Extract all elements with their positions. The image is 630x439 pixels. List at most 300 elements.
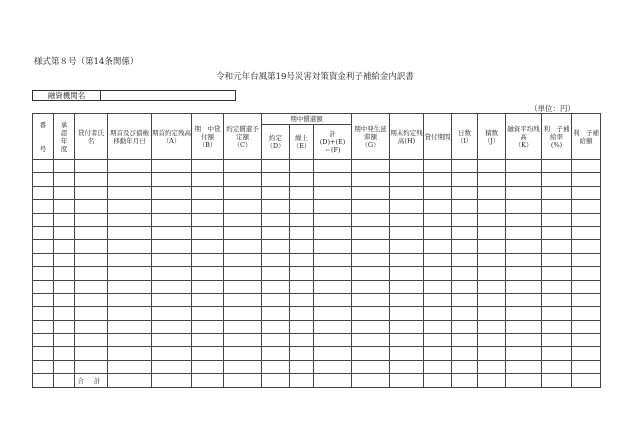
table-cell[interactable] bbox=[452, 253, 478, 266]
table-cell[interactable] bbox=[192, 347, 224, 360]
table-cell[interactable] bbox=[108, 360, 152, 373]
table-cell[interactable] bbox=[262, 280, 290, 293]
table-cell[interactable] bbox=[192, 334, 224, 347]
table-cell[interactable] bbox=[390, 200, 424, 213]
table-cell[interactable] bbox=[542, 360, 572, 373]
table-cell[interactable] bbox=[572, 347, 601, 360]
table-cell[interactable] bbox=[452, 347, 478, 360]
table-cell[interactable] bbox=[108, 320, 152, 333]
table-cell[interactable] bbox=[390, 213, 424, 226]
table-cell[interactable] bbox=[424, 200, 452, 213]
table-cell[interactable] bbox=[390, 293, 424, 306]
table-cell[interactable] bbox=[75, 253, 108, 266]
table-cell[interactable] bbox=[192, 173, 224, 186]
table-cell[interactable] bbox=[152, 334, 192, 347]
table-cell[interactable] bbox=[506, 226, 542, 239]
table-cell[interactable] bbox=[290, 307, 314, 320]
table-cell[interactable] bbox=[314, 360, 352, 373]
table-cell[interactable] bbox=[262, 200, 290, 213]
table-cell[interactable] bbox=[75, 173, 108, 186]
table-cell[interactable] bbox=[54, 320, 75, 333]
table-cell[interactable] bbox=[424, 173, 452, 186]
table-cell[interactable] bbox=[108, 280, 152, 293]
table-cell[interactable] bbox=[54, 347, 75, 360]
table-cell[interactable] bbox=[506, 253, 542, 266]
table-cell[interactable] bbox=[290, 253, 314, 266]
table-cell[interactable] bbox=[33, 213, 54, 226]
table-cell[interactable] bbox=[314, 213, 352, 226]
table-cell[interactable] bbox=[572, 160, 601, 173]
table-cell[interactable] bbox=[290, 226, 314, 239]
table-cell[interactable] bbox=[290, 347, 314, 360]
table-cell[interactable] bbox=[33, 253, 54, 266]
table-cell[interactable] bbox=[314, 293, 352, 306]
table-cell[interactable] bbox=[390, 307, 424, 320]
table-cell[interactable] bbox=[506, 334, 542, 347]
table-cell[interactable] bbox=[478, 213, 506, 226]
table-cell[interactable] bbox=[108, 293, 152, 306]
table-cell[interactable] bbox=[542, 213, 572, 226]
table-cell[interactable] bbox=[572, 173, 601, 186]
table-cell[interactable] bbox=[542, 173, 572, 186]
table-cell[interactable] bbox=[542, 186, 572, 199]
table-cell[interactable] bbox=[572, 320, 601, 333]
table-cell[interactable] bbox=[152, 213, 192, 226]
table-cell[interactable] bbox=[33, 360, 54, 373]
table-cell[interactable] bbox=[152, 186, 192, 199]
table-cell[interactable] bbox=[506, 307, 542, 320]
table-cell[interactable] bbox=[452, 240, 478, 253]
table-cell[interactable] bbox=[54, 173, 75, 186]
table-cell[interactable] bbox=[33, 307, 54, 320]
table-cell[interactable] bbox=[390, 334, 424, 347]
table-cell[interactable] bbox=[224, 347, 262, 360]
table-cell[interactable] bbox=[352, 307, 390, 320]
table-cell[interactable] bbox=[424, 253, 452, 266]
table-cell[interactable] bbox=[192, 280, 224, 293]
table-cell[interactable] bbox=[314, 280, 352, 293]
table-cell[interactable] bbox=[75, 226, 108, 239]
table-cell[interactable] bbox=[424, 226, 452, 239]
table-cell[interactable] bbox=[572, 226, 601, 239]
table-cell[interactable] bbox=[75, 360, 108, 373]
table-cell[interactable] bbox=[290, 280, 314, 293]
table-cell[interactable] bbox=[352, 186, 390, 199]
table-cell[interactable] bbox=[33, 334, 54, 347]
table-cell[interactable] bbox=[478, 226, 506, 239]
table-cell[interactable] bbox=[424, 320, 452, 333]
table-cell[interactable] bbox=[75, 293, 108, 306]
table-cell[interactable] bbox=[54, 280, 75, 293]
table-cell[interactable] bbox=[54, 186, 75, 199]
table-cell[interactable] bbox=[262, 240, 290, 253]
table-cell[interactable] bbox=[314, 173, 352, 186]
table-cell[interactable] bbox=[478, 253, 506, 266]
table-cell[interactable] bbox=[352, 347, 390, 360]
table-cell[interactable] bbox=[572, 200, 601, 213]
table-cell[interactable] bbox=[424, 280, 452, 293]
table-cell[interactable] bbox=[192, 200, 224, 213]
table-cell[interactable] bbox=[352, 320, 390, 333]
table-cell[interactable] bbox=[54, 293, 75, 306]
table-cell[interactable] bbox=[152, 160, 192, 173]
table-cell[interactable] bbox=[108, 267, 152, 280]
table-cell[interactable] bbox=[75, 160, 108, 173]
form-number: 様式第８号（第14条関係） bbox=[34, 57, 139, 67]
table-cell[interactable] bbox=[75, 280, 108, 293]
table-cell[interactable] bbox=[352, 200, 390, 213]
table-cell[interactable] bbox=[424, 360, 452, 373]
table-cell[interactable] bbox=[262, 320, 290, 333]
table-cell[interactable] bbox=[506, 200, 542, 213]
table-cell[interactable] bbox=[152, 267, 192, 280]
table-cell[interactable] bbox=[542, 267, 572, 280]
table-cell[interactable] bbox=[506, 173, 542, 186]
table-cell[interactable] bbox=[152, 307, 192, 320]
table-cell[interactable] bbox=[424, 307, 452, 320]
table-cell[interactable] bbox=[424, 293, 452, 306]
table-cell[interactable] bbox=[262, 186, 290, 199]
table-cell[interactable] bbox=[572, 280, 601, 293]
table-cell[interactable] bbox=[108, 226, 152, 239]
table-cell[interactable] bbox=[390, 173, 424, 186]
table-cell[interactable] bbox=[33, 280, 54, 293]
table-cell[interactable] bbox=[224, 226, 262, 239]
table-cell[interactable] bbox=[572, 267, 601, 280]
table-cell[interactable] bbox=[478, 347, 506, 360]
table-cell[interactable] bbox=[54, 253, 75, 266]
table-cell[interactable] bbox=[192, 160, 224, 173]
table-cell[interactable] bbox=[452, 173, 478, 186]
table-cell[interactable] bbox=[33, 267, 54, 280]
table-cell[interactable] bbox=[542, 293, 572, 306]
table-cell[interactable] bbox=[314, 320, 352, 333]
table-cell[interactable] bbox=[152, 253, 192, 266]
table-cell[interactable] bbox=[108, 160, 152, 173]
table-cell[interactable] bbox=[152, 320, 192, 333]
total-row bbox=[33, 374, 601, 388]
table-cell[interactable] bbox=[314, 226, 352, 239]
table-cell[interactable] bbox=[452, 226, 478, 239]
col-arrears: 期中発生延滞額 （G） bbox=[352, 114, 390, 160]
table-cell[interactable] bbox=[506, 186, 542, 199]
table-cell[interactable] bbox=[33, 200, 54, 213]
table-cell[interactable] bbox=[478, 293, 506, 306]
table-cell[interactable] bbox=[262, 226, 290, 239]
col-approval-year: 承認年度 bbox=[54, 114, 75, 160]
table-cell[interactable] bbox=[452, 213, 478, 226]
table-cell[interactable] bbox=[290, 213, 314, 226]
table-cell[interactable] bbox=[390, 280, 424, 293]
table-cell[interactable] bbox=[452, 280, 478, 293]
table-cell[interactable] bbox=[352, 334, 390, 347]
table-cell[interactable] bbox=[424, 240, 452, 253]
table-cell[interactable] bbox=[54, 240, 75, 253]
table-cell[interactable] bbox=[108, 240, 152, 253]
table-cell[interactable] bbox=[314, 267, 352, 280]
table-cell[interactable] bbox=[33, 160, 54, 173]
lender-value[interactable] bbox=[101, 91, 235, 100]
table-cell[interactable] bbox=[452, 334, 478, 347]
table-cell[interactable] bbox=[33, 173, 54, 186]
table-cell[interactable] bbox=[224, 186, 262, 199]
table-cell[interactable] bbox=[452, 200, 478, 213]
table-cell[interactable] bbox=[152, 280, 192, 293]
table-cell[interactable] bbox=[452, 267, 478, 280]
table-cell[interactable] bbox=[262, 267, 290, 280]
table-cell[interactable] bbox=[33, 320, 54, 333]
table-cell[interactable] bbox=[224, 320, 262, 333]
table-cell[interactable] bbox=[478, 200, 506, 213]
table-cell[interactable] bbox=[54, 360, 75, 373]
table-cell[interactable] bbox=[224, 293, 262, 306]
table-cell[interactable] bbox=[314, 307, 352, 320]
table-cell[interactable] bbox=[478, 173, 506, 186]
table-cell[interactable] bbox=[290, 160, 314, 173]
table-row bbox=[33, 280, 601, 293]
table-cell[interactable] bbox=[352, 173, 390, 186]
table-cell[interactable] bbox=[314, 347, 352, 360]
table-cell[interactable] bbox=[424, 267, 452, 280]
table-cell[interactable] bbox=[192, 293, 224, 306]
table-cell[interactable] bbox=[108, 200, 152, 213]
table-cell[interactable] bbox=[352, 253, 390, 266]
table-cell[interactable] bbox=[152, 347, 192, 360]
table-cell[interactable] bbox=[572, 334, 601, 347]
table-cell[interactable] bbox=[542, 280, 572, 293]
table-cell[interactable] bbox=[224, 160, 262, 173]
table-cell[interactable] bbox=[572, 213, 601, 226]
table-cell[interactable] bbox=[152, 200, 192, 213]
table-cell[interactable] bbox=[192, 320, 224, 333]
table-cell[interactable] bbox=[54, 267, 75, 280]
table-cell[interactable] bbox=[542, 160, 572, 173]
table-cell[interactable] bbox=[290, 186, 314, 199]
table-cell[interactable] bbox=[224, 334, 262, 347]
table-cell[interactable] bbox=[390, 267, 424, 280]
table-cell[interactable] bbox=[152, 360, 192, 373]
table-cell[interactable] bbox=[33, 226, 54, 239]
table-cell[interactable] bbox=[54, 213, 75, 226]
table-cell[interactable] bbox=[224, 360, 262, 373]
table-cell[interactable] bbox=[33, 293, 54, 306]
table-cell[interactable] bbox=[290, 293, 314, 306]
table-cell[interactable] bbox=[572, 253, 601, 266]
table-cell[interactable] bbox=[192, 213, 224, 226]
table-cell[interactable] bbox=[108, 334, 152, 347]
table-cell[interactable] bbox=[452, 307, 478, 320]
table-cell[interactable] bbox=[452, 320, 478, 333]
table-cell[interactable] bbox=[506, 267, 542, 280]
table-cell[interactable] bbox=[262, 293, 290, 306]
table-cell[interactable] bbox=[224, 280, 262, 293]
table-cell[interactable] bbox=[478, 267, 506, 280]
table-cell[interactable] bbox=[390, 240, 424, 253]
table-cell[interactable] bbox=[108, 173, 152, 186]
table-cell[interactable] bbox=[390, 360, 424, 373]
table-cell[interactable] bbox=[75, 334, 108, 347]
col-number: 番 号 bbox=[33, 114, 54, 160]
table-cell[interactable] bbox=[262, 334, 290, 347]
table-cell[interactable] bbox=[54, 200, 75, 213]
table-cell[interactable] bbox=[452, 293, 478, 306]
table-cell[interactable] bbox=[452, 360, 478, 373]
table-cell[interactable] bbox=[390, 347, 424, 360]
table-cell[interactable] bbox=[314, 334, 352, 347]
table-cell[interactable] bbox=[542, 200, 572, 213]
table-cell[interactable] bbox=[108, 186, 152, 199]
table-cell[interactable] bbox=[108, 347, 152, 360]
table-cell[interactable] bbox=[192, 360, 224, 373]
table-cell[interactable] bbox=[224, 200, 262, 213]
table-cell[interactable] bbox=[478, 160, 506, 173]
table-cell[interactable] bbox=[542, 226, 572, 239]
table-cell[interactable] bbox=[262, 173, 290, 186]
table-cell[interactable] bbox=[290, 267, 314, 280]
table-cell[interactable] bbox=[352, 280, 390, 293]
table-cell[interactable] bbox=[75, 213, 108, 226]
table-cell[interactable] bbox=[224, 240, 262, 253]
table-cell[interactable] bbox=[314, 253, 352, 266]
table-cell[interactable] bbox=[192, 307, 224, 320]
table-cell[interactable] bbox=[506, 240, 542, 253]
table-cell[interactable] bbox=[75, 320, 108, 333]
table-cell[interactable] bbox=[290, 173, 314, 186]
table-cell[interactable] bbox=[224, 213, 262, 226]
table-cell[interactable] bbox=[390, 160, 424, 173]
table-cell[interactable] bbox=[224, 173, 262, 186]
table-cell[interactable] bbox=[192, 267, 224, 280]
table-cell[interactable] bbox=[314, 186, 352, 199]
table-cell[interactable] bbox=[478, 334, 506, 347]
table-cell[interactable] bbox=[542, 347, 572, 360]
table-cell[interactable] bbox=[54, 160, 75, 173]
table-cell[interactable] bbox=[54, 334, 75, 347]
table-cell[interactable] bbox=[424, 334, 452, 347]
table-cell[interactable] bbox=[224, 267, 262, 280]
table-cell[interactable] bbox=[314, 240, 352, 253]
table-cell[interactable] bbox=[75, 307, 108, 320]
table-cell[interactable] bbox=[352, 160, 390, 173]
table-cell[interactable] bbox=[262, 347, 290, 360]
table-cell[interactable] bbox=[33, 240, 54, 253]
table-cell[interactable] bbox=[542, 253, 572, 266]
table-cell[interactable] bbox=[572, 293, 601, 306]
document-title: 令和元年台風第19号災害対策資金利子補給金内訳書 bbox=[216, 72, 414, 82]
table-cell[interactable] bbox=[572, 307, 601, 320]
table-cell[interactable] bbox=[75, 186, 108, 199]
table-cell[interactable] bbox=[314, 160, 352, 173]
table-cell[interactable] bbox=[542, 320, 572, 333]
table-cell[interactable] bbox=[290, 360, 314, 373]
table-cell[interactable] bbox=[152, 173, 192, 186]
table-cell[interactable] bbox=[506, 360, 542, 373]
table-cell[interactable] bbox=[152, 226, 192, 239]
breakdown-table bbox=[32, 113, 601, 388]
table-cell[interactable] bbox=[572, 360, 601, 373]
table-cell[interactable] bbox=[506, 213, 542, 226]
table-cell[interactable] bbox=[424, 186, 452, 199]
table-cell[interactable] bbox=[33, 347, 54, 360]
table-cell[interactable] bbox=[478, 360, 506, 373]
table-cell[interactable] bbox=[262, 213, 290, 226]
table-cell[interactable] bbox=[424, 347, 452, 360]
table-cell[interactable] bbox=[452, 160, 478, 173]
table-cell[interactable] bbox=[352, 213, 390, 226]
table-cell[interactable] bbox=[290, 334, 314, 347]
table-cell[interactable] bbox=[54, 226, 75, 239]
table-cell[interactable] bbox=[224, 253, 262, 266]
table-cell[interactable] bbox=[542, 334, 572, 347]
table-cell[interactable] bbox=[262, 307, 290, 320]
table-cell[interactable] bbox=[572, 186, 601, 199]
table-cell[interactable] bbox=[152, 293, 192, 306]
table-cell[interactable] bbox=[452, 186, 478, 199]
table-cell[interactable] bbox=[478, 240, 506, 253]
table-cell[interactable] bbox=[290, 240, 314, 253]
table-cell[interactable] bbox=[506, 347, 542, 360]
table-cell[interactable] bbox=[352, 226, 390, 239]
table-cell[interactable] bbox=[542, 240, 572, 253]
table-cell[interactable] bbox=[478, 320, 506, 333]
table-cell[interactable] bbox=[314, 200, 352, 213]
table-cell[interactable] bbox=[192, 240, 224, 253]
table-cell[interactable] bbox=[390, 226, 424, 239]
table-cell[interactable] bbox=[506, 293, 542, 306]
table-cell[interactable] bbox=[262, 160, 290, 173]
table-cell[interactable] bbox=[572, 240, 601, 253]
table-cell[interactable] bbox=[352, 360, 390, 373]
table-cell[interactable] bbox=[390, 186, 424, 199]
table-cell[interactable] bbox=[352, 240, 390, 253]
table-cell[interactable] bbox=[262, 253, 290, 266]
table-cell[interactable] bbox=[262, 360, 290, 373]
table-cell[interactable] bbox=[192, 253, 224, 266]
lender-label: 融資機関名 bbox=[33, 91, 101, 100]
table-cell[interactable] bbox=[390, 253, 424, 266]
table-cell[interactable] bbox=[54, 307, 75, 320]
table-cell[interactable] bbox=[224, 307, 262, 320]
table-cell[interactable] bbox=[390, 320, 424, 333]
table-cell[interactable] bbox=[108, 253, 152, 266]
table-row bbox=[33, 347, 601, 360]
table-cell[interactable] bbox=[542, 307, 572, 320]
table-cell[interactable] bbox=[424, 213, 452, 226]
table-cell[interactable] bbox=[352, 267, 390, 280]
table-row bbox=[33, 200, 601, 213]
table-cell[interactable] bbox=[152, 240, 192, 253]
table-cell[interactable] bbox=[424, 160, 452, 173]
table-cell[interactable] bbox=[506, 320, 542, 333]
table-cell[interactable] bbox=[290, 320, 314, 333]
table-cell[interactable] bbox=[506, 160, 542, 173]
table-cell[interactable] bbox=[108, 213, 152, 226]
table-cell[interactable] bbox=[352, 293, 390, 306]
table-cell[interactable] bbox=[478, 186, 506, 199]
table-cell[interactable] bbox=[506, 280, 542, 293]
table-cell[interactable] bbox=[75, 200, 108, 213]
table-cell[interactable] bbox=[75, 240, 108, 253]
table-cell[interactable] bbox=[192, 186, 224, 199]
table-cell[interactable] bbox=[478, 307, 506, 320]
table-cell[interactable] bbox=[108, 307, 152, 320]
table-cell[interactable] bbox=[33, 186, 54, 199]
table-cell[interactable] bbox=[290, 200, 314, 213]
table-cell[interactable] bbox=[478, 280, 506, 293]
table-cell[interactable] bbox=[75, 347, 108, 360]
table-cell[interactable] bbox=[75, 267, 108, 280]
table-cell[interactable] bbox=[192, 226, 224, 239]
